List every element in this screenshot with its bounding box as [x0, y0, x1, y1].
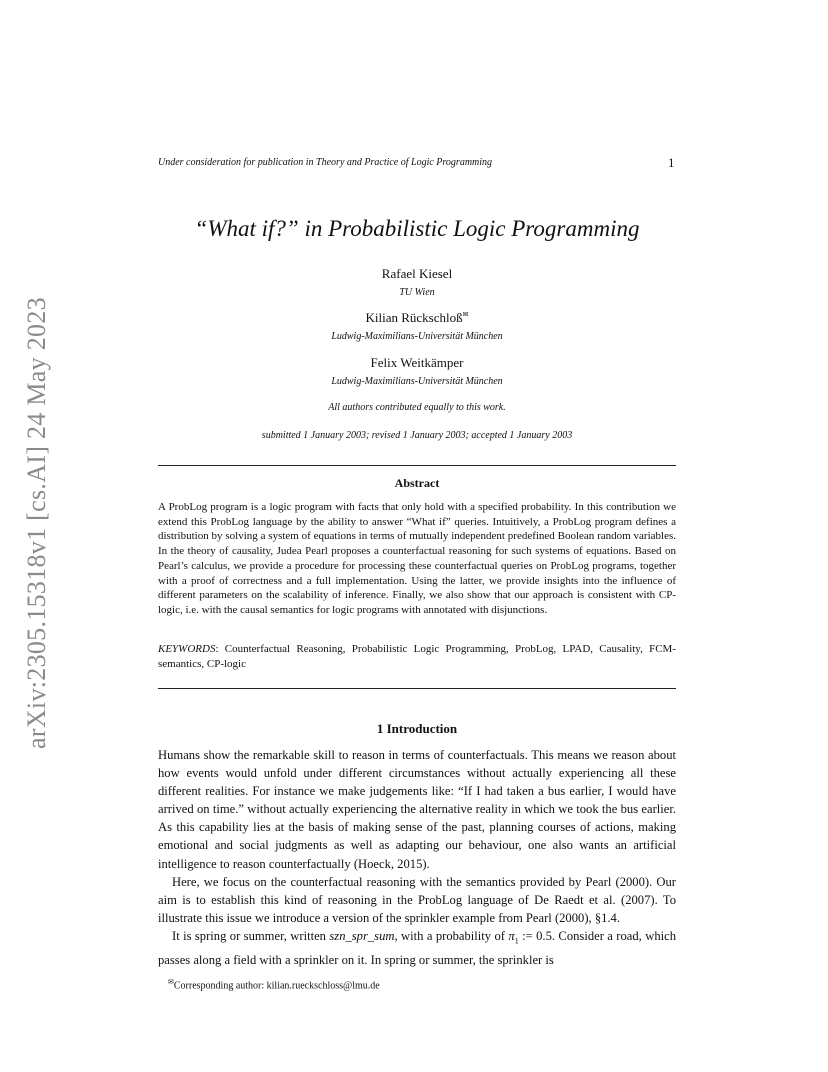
paper-title: “What if?” in Probabilistic Logic Programming: [194, 216, 640, 241]
footnote-text: Corresponding author: kilian.rueckschloss@lmu.de: [173, 980, 380, 992]
page-number: 1: [668, 155, 675, 170]
arxiv-stamp: arXiv:2305.15318v1 [cs.AI] 24 May 2023: [22, 297, 51, 749]
author-name: Rafael Kiesel: [381, 266, 453, 281]
keywords-label: KEYWORDS: [158, 643, 216, 655]
envelope-icon: ✉: [168, 978, 174, 986]
abstract-text: A ProbLog program is a logic program with facts that only hold with a specified probability. In this contribution we extend this ProbLog language by the ability to answer “What if” queries. Intuitively, a ProbLog program defines a distribution by solving a system of equations in terms of mutually independent predefined Boolean random variables. In the theory of causality, Judea Pearl proposes a counterfactual reasoning for such systems of equations. Based on Pearl’s calculus, we provide a procedure for processing these counterfactual queries on ProbLog programs, together with a proof of correctness and a full implementation. Using the latter, we provide insights into the influence of different parameters on the scalability of inference. Finally, we also show that our approach is consistent with CP-logic, i.e. with the causal semantics for logic programs with annotated with disjunctions.: [158, 501, 676, 616]
paragraph: Here, we focus on the counterfactual reasoning with the semantics provided by Pearl (2000). Our aim is to establish this kind of reasoning in the ProbLog language of De Raedt et al. (2007). To illustrate this issue we introduce a version of the sprinkler example from Pearl (2000), §1.4.: [158, 874, 676, 925]
author-name-corresponding: [158, 310, 676, 326]
bottom-rule: [158, 688, 676, 689]
math-pi: π: [508, 928, 515, 943]
running-head: Under consideration for publication in Theory and Practice of Logic Programming: [158, 157, 493, 168]
keywords-list: : Counterfactual Reasoning, Probabilistic Logic Programming, ProbLog, LPAD, Causality, FCM-semantics, CP-logic: [158, 643, 676, 670]
submission-history: submitted 1 January 2003; revised 1 January 2003; accepted 1 January 2003: [261, 430, 573, 441]
math-assignment: := 0.5: [518, 928, 552, 943]
author-name: Kilian Rückschloß: [365, 310, 463, 325]
author-affiliation: TU Wien: [399, 287, 435, 298]
section-heading: 1 Introduction: [376, 721, 458, 736]
contribution-note: All authors contributed equally to this work.: [328, 402, 506, 413]
author-affiliation: Ludwig-Maximilians-Universität München: [331, 331, 503, 342]
top-rule: [158, 465, 676, 466]
paragraph: It is spring or summer, written szn_spr_sum, with a probability of $\pi_1$ := 0.5. Consider a road, which passes along a field with a sprinkler on it. In spring or summer, the sprinkler is: [158, 928, 677, 967]
abstract-heading: Abstract: [394, 476, 440, 490]
author-affiliation: Ludwig-Maximilians-Universität München: [331, 376, 503, 387]
keywords: [158, 642, 676, 671]
footnote: [168, 978, 380, 991]
paragraph: Humans show the remarkable skill to reason in terms of counterfactuals. This means we reason about how events would unfold under different circumstances without actually experiencing all these different realities. For instance we make judgements like: “If I had taken a bus earlier, I would have arrived on time.” without actually experiencing the alternative reality in which we took the bus earlier. As this capability lies at the basis of making sense of the past, planning courses of actions, making emotional and social judgments as well as adapting our behaviour, one also wants an artificial intelligence to reason counterfactually (Hoeck, 2015).: [158, 748, 676, 871]
envelope-icon: ✉: [462, 310, 469, 319]
author-name: Felix Weitkämper: [370, 355, 464, 370]
math-variable: szn_spr_sum: [329, 928, 395, 943]
section-body: [158, 746, 676, 969]
